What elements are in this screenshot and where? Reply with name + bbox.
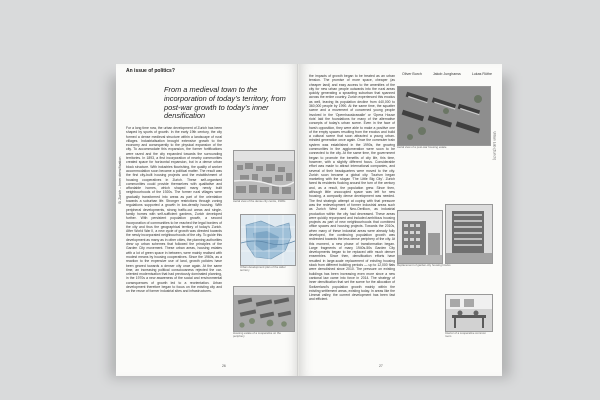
caption-2: Urban development plan of the wider territory xyxy=(240,265,286,273)
right-body-column: the impacts of growth began to be treated as an urban tension. The promise of more space, cheaper (as cheaper land) and easy access to the amenities of the city for new urban people outwards into the rural areas quickly generating a sprawling suburban that spanned across the entire country. Zurich experienced this exodus as well, leaving its population decline from 440,000 to 360,000 people by 1990. At the same time, the squatter scene and a movement of concerned young people involved in the ‘Opernhauskrawalle’ or ‘Opera House riots’ laid the foundations for many of the alternative concepts of today’s urban scene. Even in the face of harsh opposition, they were able to make a positive one of the empty spaces resulting from the exodus and build a cultural scene that soon attracted a young urban-minded generation once again. Once the commuter train system was established in the 1990s, the growing communities in the agglomeration were soon to be connected to the city. At the same time, the government began to promote the benefits of city life, this time, however, with a slightly different focus. Considerable effort was made to attract international companies, and several of their headquarters were moved to the city. Zurich soon became a global city. Tourism began marketing with the slogan ‘The Little Big City’. Zurich fared its residents flocking around the turn of the century and, as a result, the population grew. Since then, although little unoccupied space was left for new housing, a compactly dense development was needed. The first strategic attempt at coping with that pressure was the redevelopment of former industrial areas such as Zurich West and Neu-Oerlikon, as industrial production within the city had decreased. These areas were quickly repurposed and included ambitious housing projects as part of new neighbourhoods that combined office spaces and housing projects. Towards the 2010s, when many of these industrial areas were already fully developed, the continuing population growth was redirected towards the less dense periphery of the city. At this moment, a new phase of transformation began. Large fragments of many 1940s-50s Garden City developments began to be replaced with much denser ensembles. Since then, densification efforts have resulted in large-scale replacement of existing housing stock from different building periods — up to 12,000 flats were demolished since 2010. The pressure on existing buildings has been increasing even more since a new cantonal law came into force in 2014. The strategy of inner densification that set the scene for the allocation of Switzerland’s population growth mainly within the existing settlement areas, existing today. In areas like the Limmat valley, the current development has been fast and efficient. xyxy=(309,74,395,302)
interior-photo xyxy=(445,294,493,332)
author-list xyxy=(392,72,492,76)
development-plan-image xyxy=(240,214,296,266)
replacement-blocks-photo-1 xyxy=(397,210,443,264)
left-page xyxy=(116,64,299,376)
caption-c: Interior of a cooperative common room xyxy=(445,331,486,339)
aerial-estate-photo xyxy=(397,86,491,146)
replacement-blocks-photo-2 xyxy=(445,204,493,264)
author-2: Jakob Junghanss xyxy=(432,72,461,76)
caption-1: Aerial view of the dense city centre, 1930s xyxy=(233,199,286,203)
left-side-label: Si Zurich – Inner densification xyxy=(118,156,122,204)
running-head: An issue of politics? xyxy=(126,68,175,74)
right-page xyxy=(299,64,502,376)
caption-3: Housing estate of a cooperative on the periphery xyxy=(233,331,281,339)
aerial-city-photo xyxy=(233,150,295,200)
author-1: Oliver Burch xyxy=(402,72,422,76)
left-page-number: 26 xyxy=(222,364,226,368)
right-page-number: 27 xyxy=(379,364,383,368)
right-side-label: Urban Lab (Zurich) xyxy=(492,131,496,160)
article-title: From a medieval town to the incorporation of today’s territory, from post-war growth to today’s inner densification xyxy=(164,85,286,121)
left-body-column: For a long time now, the urban development of Zurich has been shaped by spurts of growth. In the early 19th century, the city formed a dense medieval structure within a landscape of rural villages. Industrialisation brought extensive growth to the economy and consequently to the physical expansion of the city. To accommodate this expansion, the former fortifications were razed and the city expanded towards the surrounding territories. In 1893, a first incorporation of nearby communities created space for horizontal expansion, but in a dense urban block structure. With industries flourishing, the quality of worker accommodation soon became a political matter. The result was the first city-built housing projects and the establishment of housing cooperatives in Zurich. These self-organised communities could provide themselves with qualitative and affordable homes, which shaped many newly built neighbourhoods of the 1920s. The former rural villages were gradually transformed into areas as part of the orientation towards a suburban life. Stronger restrictions through zoning regulations supported a growth in low-density housing. With peripheral developments, strong traffic-cut areas and single-family homes with self-sufficient gardens, Zurich developed further. With persistent population growth, a second incorporation of communities to be reached the legal borders of the city and thus the geographical territory of today’s Zurich. After World War II, a new cycle of growth was directed towards the newly incorporated neighbourhoods of the city. To guide this development as many as in other cities, the planning authorities drew up urban schemes that followed the principles of the Garden City movement. These urban areas, housing estates with a lot of green space in between, were mainly realised with modest means by housing cooperatives. Since the 1960s, as a reaction to the expensive use of land, growth policies have been geared towards a denser city once again. At the same time, an increasing political consciousness rejected the car-oriented modernisation that had previously dominated planning, in the 1970s a new awareness of the social and environmental consequences of growth led to a reorientation. Urban development therefore began to focus on the existing city and on the reuse of former industrial sites and infrastructures. xyxy=(126,126,222,294)
housing-estate-photo xyxy=(233,286,295,332)
caption-a: Aerial view of a post-war housing estate xyxy=(397,145,447,149)
author-3: Lukas Rüthe xyxy=(471,72,492,76)
caption-b: Replacement of garden-city housing blocks xyxy=(397,263,451,267)
